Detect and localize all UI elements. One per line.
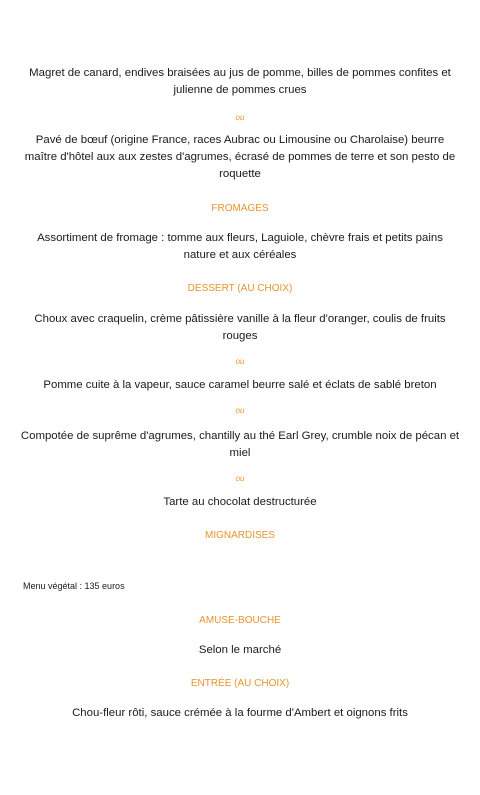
or-separator: ou — [235, 113, 245, 122]
or-separator: ou — [235, 474, 245, 483]
section-heading-dessert: DESSERT (AU CHOIX) — [187, 283, 293, 294]
dish-magret: Magret de canard, endives braisées au jus de pomme, billes de pommes confites et julienne de pommes crues — [29, 67, 451, 96]
vegetal-menu-price: Menu végétal : 135 euros — [23, 581, 125, 591]
dish-tarte-chocolat: Tarte au chocolat destructurée — [163, 496, 317, 508]
dish-fromages: Assortiment de fromage : tomme aux fleurs, Laguiole, chèvre frais et petits pains nature et aux céréales — [37, 232, 443, 261]
dish-chou-fleur: Chou-fleur rôti, sauce crémée à la fourme d'Ambert et oignons frits — [72, 707, 408, 719]
dish-pave-boeuf: Pavé de bœuf (origine France, races Aubrac ou Limousine ou Charolaise) beurre maître d'hôtel aux aux zestes d'agrumes, écrasé de pommes de terre et son pesto de roquette — [24, 134, 456, 180]
dish-choux: Choux avec craquelin, crème pâtissière vanille à la fleur d'oranger, coulis de fruits rouges — [34, 313, 446, 342]
or-separator: ou — [235, 357, 245, 366]
section-heading-entree: ENTRÉE (AU CHOIX) — [190, 678, 290, 689]
dish-pomme-cuite: Pomme cuite à la vapeur, sauce caramel beurre salé et éclats de sablé breton — [43, 379, 437, 391]
section-heading-mignardises: MIGNARDISES — [204, 530, 275, 541]
or-separator: ou — [235, 406, 245, 415]
section-heading-amuse-bouche: AMUSE-BOUCHE — [199, 615, 281, 626]
dish-compotee: Compotée de suprême d'agrumes, chantilly au thé Earl Grey, crumble noix de pécan et miel — [20, 430, 460, 459]
section-heading-fromages: FROMAGES — [211, 203, 269, 214]
dish-selon-marche: Selon le marché — [198, 644, 282, 656]
